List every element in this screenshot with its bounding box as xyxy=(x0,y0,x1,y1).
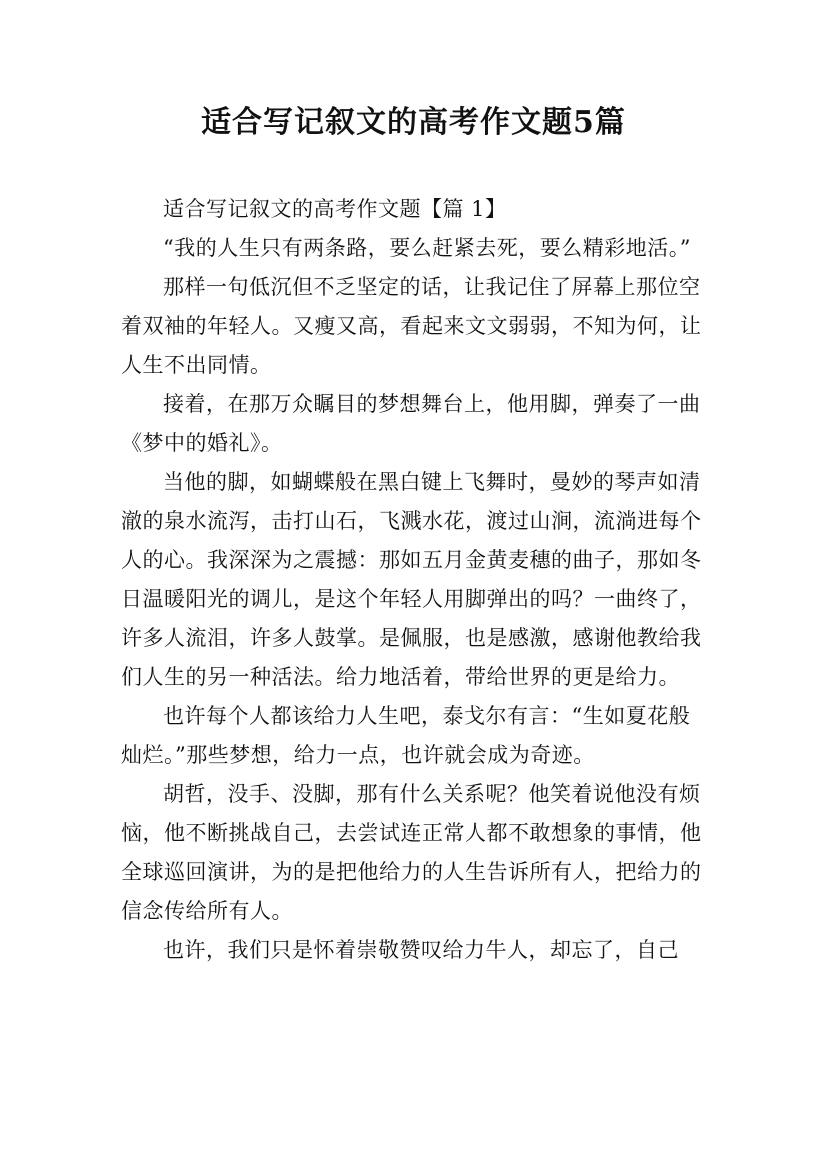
paragraph: 接着，在那万众瞩目的梦想舞台上，他用脚，弹奏了一曲《梦中的婚礼》。 xyxy=(121,392,701,455)
section-heading: 适合写记叙文的高考作文题【篇 1】 xyxy=(163,197,507,221)
paragraph: “我的人生只有两条路，要么赶紧去死，要么精彩地活。” xyxy=(163,236,691,260)
paragraph: 当他的脚，如蝴蝶般在黑白键上飞舞时，曼妙的琴声如清澈的泉水流泻，击打山石，飞溅水花，渡过山涧，流淌进每个人的心。我深深为之震撼：那如五月金黄麦穗的曲子，那如冬日温暖阳光的调儿，是这个年轻人用脚弹出的吗？一曲终了，许多人流泪，许多人鼓掌。是佩服，也是感激，感谢他教给我们人生的另一种活法。给力地活着，带给世界的更是给力。 xyxy=(121,470,702,689)
paragraph: 那样一句低沉但不乏坚定的话，让我记住了屏幕上那位空着双袖的年轻人。又瘦又高，看起来文文弱弱，不知为何，让人生不出同情。 xyxy=(121,275,702,377)
document-body xyxy=(121,190,706,970)
paragraph: 也许，我们只是怀着崇敬赞叹给力牛人，却忘了，自己 xyxy=(163,938,679,962)
paragraph: 胡哲，没手、没脚，那有什么关系呢？他笑着说他没有烦恼，他不断挑战自己，去尝试连正常人都不敢想象的事情，他全球巡回演讲，为的是把他给力的人生告诉所有人，把给力的信念传给所有人。 xyxy=(121,782,702,923)
paragraph: 也许每个人都该给力人生吧，泰戈尔有言：“生如夏花般灿烂。”那些梦想，给力一点，也许就会成为奇迹。 xyxy=(121,704,691,767)
document-title: 适合写记叙文的高考作文题5篇 xyxy=(201,105,626,140)
